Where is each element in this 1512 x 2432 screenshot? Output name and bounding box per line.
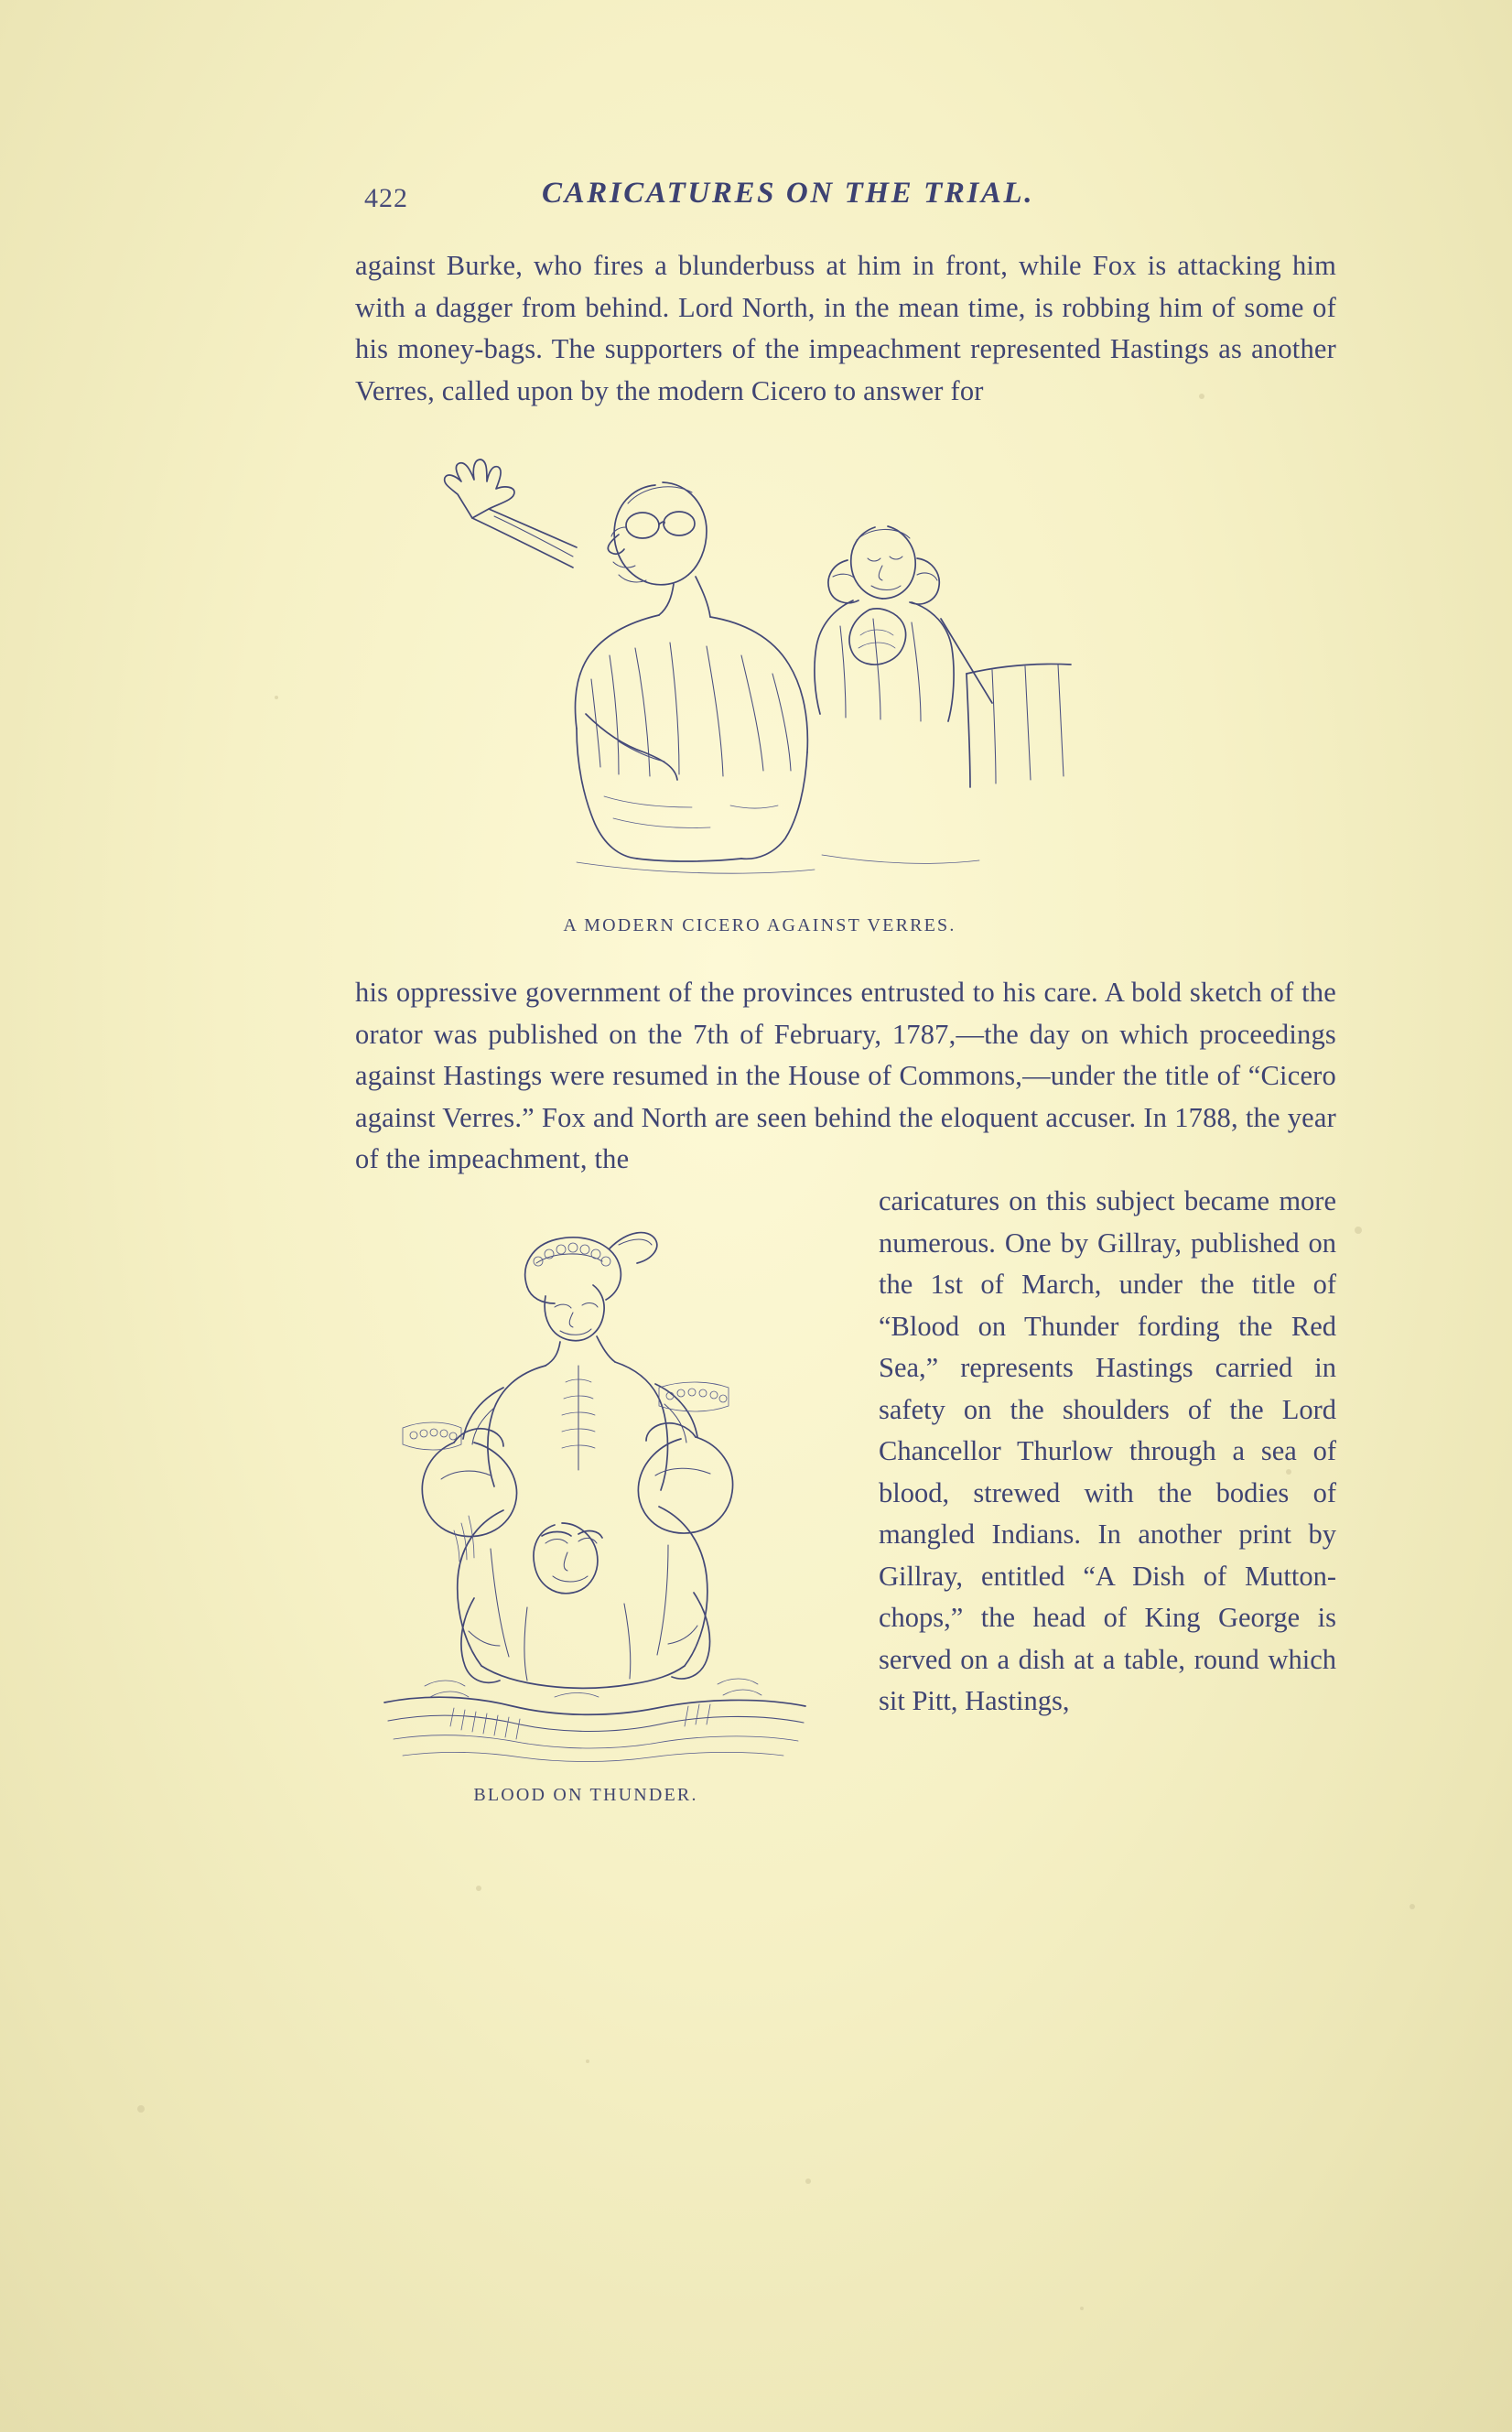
figure-modern-cicero <box>439 439 1098 897</box>
running-head: CARICATURES ON THE TRIAL. <box>542 177 1035 210</box>
figure-blood-on-thunder <box>366 1208 842 1776</box>
paragraph-text: his oppressive government of the provinces entrusted to his care. A bold sketch of the orator was published on the 7th of February, 1787,—the day on which proceedings against Hastings were resumed in the House of Commons,—under the title of “Cicero against Verres.” Fox and North are seen behind the eloquent accuser. In 1788, the year of the impeachment, the <box>355 977 1336 1174</box>
figure-1-caption: A MODERN CICERO AGAINST VERRES. <box>563 915 956 935</box>
page-folio-number: 422 <box>364 183 408 213</box>
body-paragraph-2 <box>355 972 1336 1181</box>
sea-of-blood <box>384 1679 805 1762</box>
thurlow-bearer <box>458 1507 710 1688</box>
pearl-row <box>534 1243 610 1266</box>
body-paragraph-3 <box>879 1181 1336 1723</box>
paragraph-text: against Burke, who fires a blunderbuss at him in front, while Fox is attacking him with a dagger from behind. Lord North, in the mean time, is robbing him of some of his money-bags. The supporters of the impeachment represented Hastings as another Verres, called upon by the modern Cicero to answer for <box>355 250 1336 406</box>
bag-label-right <box>666 1389 727 1402</box>
hastings-rider <box>463 1233 697 1490</box>
fox-north-figures <box>815 526 1071 787</box>
paragraph-text: caricatures on this subject became more numerous. One by Gillray, published on the 1st of March, under the title of “Blood on Thunder fording the Red Sea,” represents Hastings carried in safety on the shoulders of the Lord Chancellor Thurlow through a sea of blood, strewed with the bodies of mangled Indians. In another print by Gillray, entitled “A Dish of Mutton-chops,” the head of King George is served on a dish at a table, round which sit Pitt, Hastings, <box>879 1185 1336 1716</box>
bag-label-left <box>410 1429 457 1440</box>
cicero-figure <box>445 459 808 861</box>
illustration-modern-cicero <box>439 439 1098 897</box>
illustration-blood-on-thunder <box>366 1208 842 1776</box>
figure-2-caption: BLOOD ON THUNDER. <box>473 1785 698 1805</box>
body-paragraph-1 <box>355 245 1336 412</box>
